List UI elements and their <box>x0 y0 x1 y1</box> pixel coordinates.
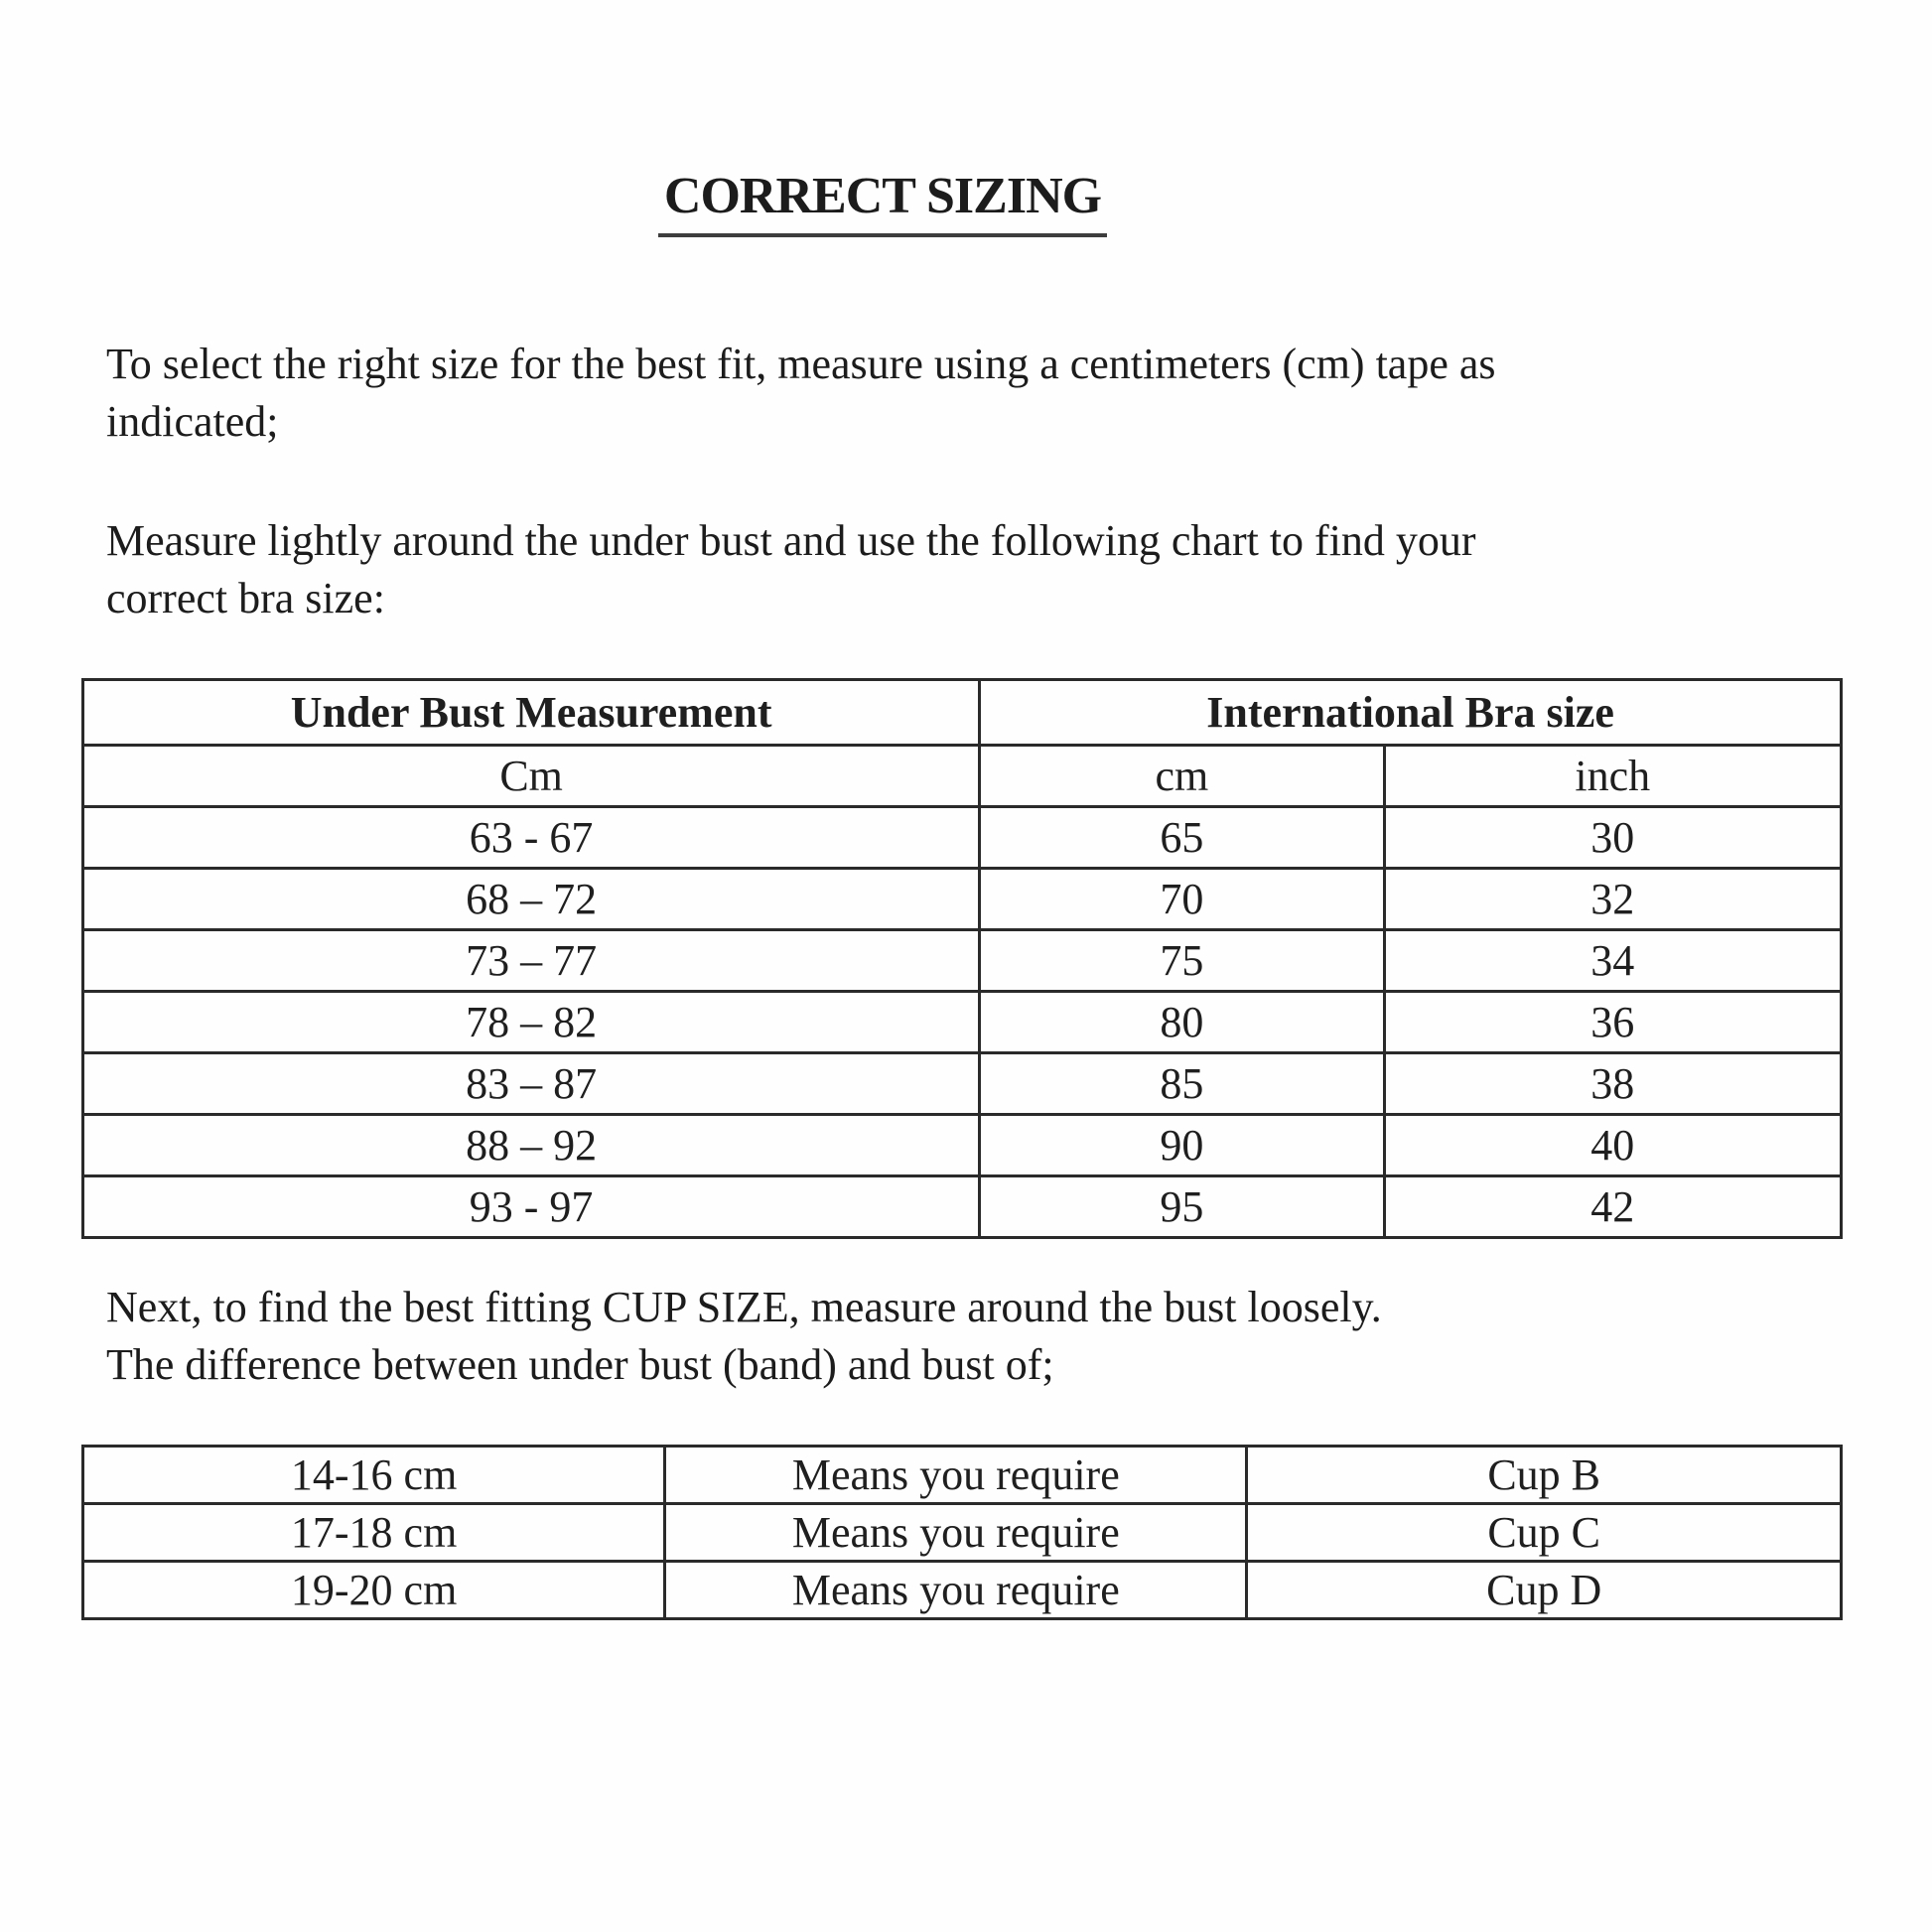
header-international-bra-size: International Bra size <box>980 680 1842 746</box>
table-row <box>83 1562 1842 1619</box>
table-row <box>83 869 1842 930</box>
under-bust-range: 88 – 92 <box>83 1115 980 1176</box>
bra-size-inch: 38 <box>1384 1053 1841 1115</box>
paragraph-line: indicated; <box>106 397 279 446</box>
table-row <box>83 992 1842 1053</box>
bra-size-cm: 70 <box>980 869 1384 930</box>
bra-size-inch: 40 <box>1384 1115 1841 1176</box>
requirement-phrase: Means you require <box>665 1447 1247 1504</box>
size-table-header-row <box>83 680 1842 746</box>
underbust-paragraph <box>106 512 1476 627</box>
header-under-bust: Under Bust Measurement <box>83 680 980 746</box>
bra-size-cm: 65 <box>980 807 1384 869</box>
cup-size: Cup C <box>1247 1504 1842 1562</box>
bra-size-inch: 30 <box>1384 807 1841 869</box>
bra-size-cm: 75 <box>980 930 1384 992</box>
table-row <box>83 1115 1842 1176</box>
bra-size-inch: 42 <box>1384 1176 1841 1238</box>
bra-size-inch: 34 <box>1384 930 1841 992</box>
size-table-unit-row <box>83 746 1842 807</box>
page-title: CORRECT SIZING <box>658 167 1107 237</box>
table-row <box>83 1447 1842 1504</box>
requirement-phrase: Means you require <box>665 1562 1247 1619</box>
bra-size-cm: 90 <box>980 1115 1384 1176</box>
unit-cm-underbust: Cm <box>83 746 980 807</box>
table-row <box>83 1053 1842 1115</box>
cup-paragraph <box>106 1279 1382 1394</box>
bust-difference: 19-20 cm <box>83 1562 665 1619</box>
under-bust-range: 73 – 77 <box>83 930 980 992</box>
unit-inch-bra: inch <box>1384 746 1841 807</box>
bra-size-inch: 32 <box>1384 869 1841 930</box>
under-bust-range: 68 – 72 <box>83 869 980 930</box>
bra-size-cm: 85 <box>980 1053 1384 1115</box>
intro-paragraph <box>106 336 1496 451</box>
bust-difference: 14-16 cm <box>83 1447 665 1504</box>
unit-cm-bra: cm <box>980 746 1384 807</box>
bust-difference: 17-18 cm <box>83 1504 665 1562</box>
paragraph-line: correct bra size: <box>106 574 385 622</box>
under-bust-range: 93 - 97 <box>83 1176 980 1238</box>
paragraph-line: Next, to find the best fitting CUP SIZE, measure around the bust loosely. <box>106 1283 1382 1331</box>
paragraph-line: Measure lightly around the under bust and use the following chart to find your <box>106 516 1476 565</box>
cup-size: Cup D <box>1247 1562 1842 1619</box>
table-row <box>83 1176 1842 1238</box>
paragraph-line: The difference between under bust (band) and bust of; <box>106 1340 1054 1389</box>
table-row <box>83 1504 1842 1562</box>
requirement-phrase: Means you require <box>665 1504 1247 1562</box>
paragraph-line: To select the right size for the best fit, measure using a centimeters (cm) tape as <box>106 340 1496 388</box>
bra-size-table <box>81 678 1843 1239</box>
bra-size-inch: 36 <box>1384 992 1841 1053</box>
cup-size-table <box>81 1445 1843 1620</box>
under-bust-range: 83 – 87 <box>83 1053 980 1115</box>
bra-size-cm: 80 <box>980 992 1384 1053</box>
under-bust-range: 63 - 67 <box>83 807 980 869</box>
bra-size-cm: 95 <box>980 1176 1384 1238</box>
cup-size: Cup B <box>1247 1447 1842 1504</box>
page-title-wrap <box>0 167 1849 237</box>
under-bust-range: 78 – 82 <box>83 992 980 1053</box>
table-row <box>83 930 1842 992</box>
table-row <box>83 807 1842 869</box>
